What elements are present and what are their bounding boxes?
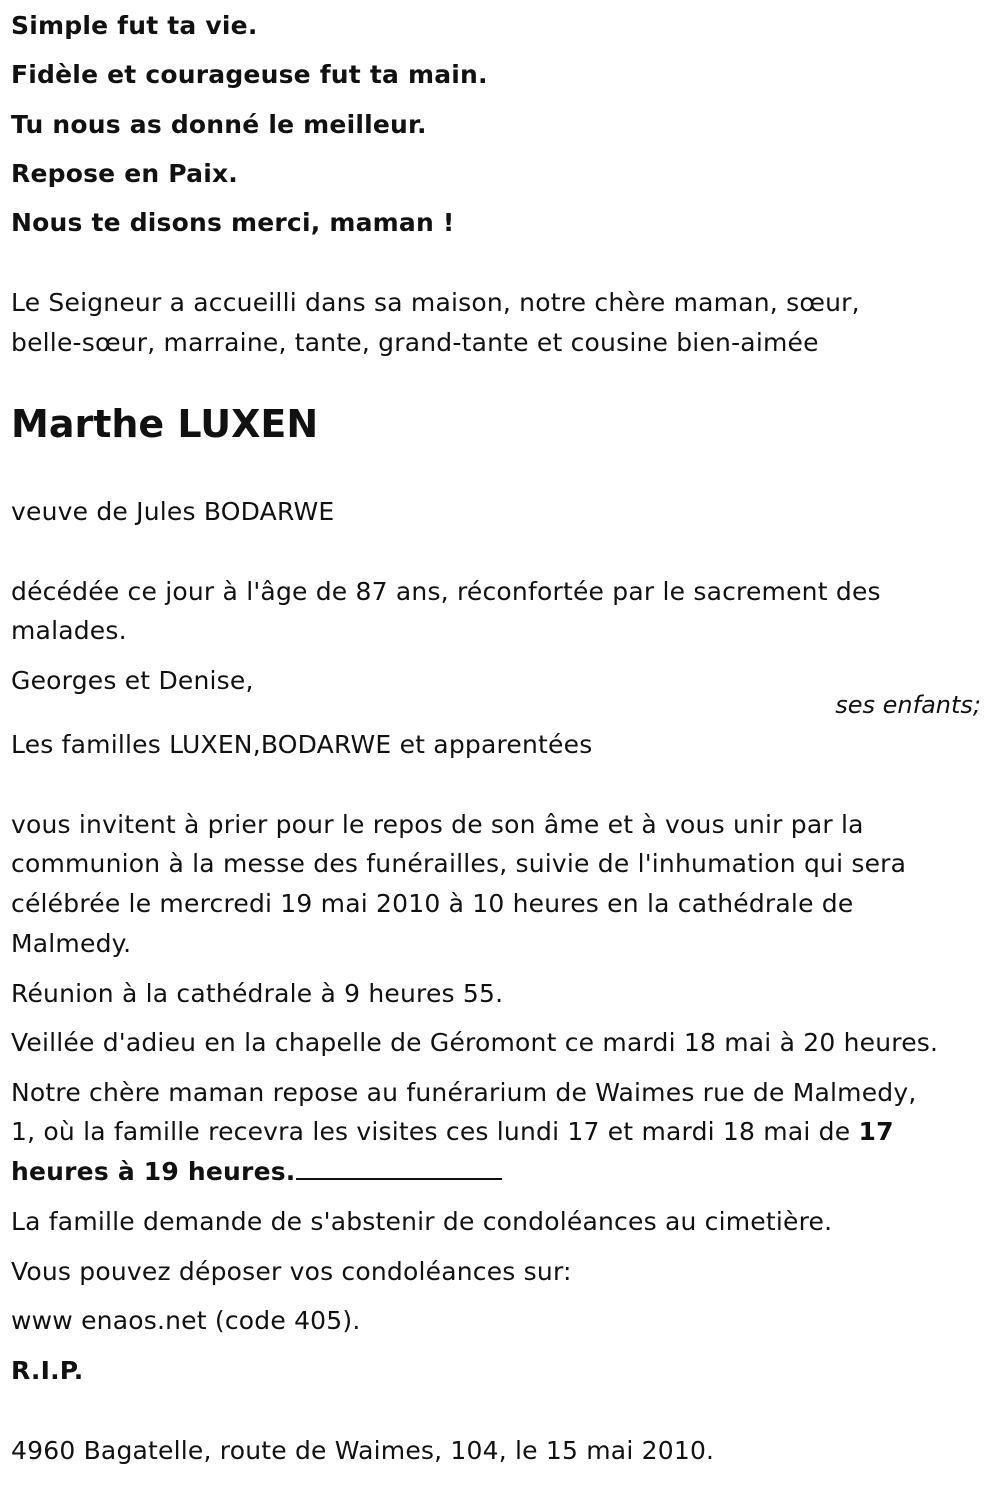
condolences-intro: Vous pouvez déposer vos condoléances sur: — [11, 1257, 572, 1286]
rip: R.I.P. — [11, 1356, 84, 1385]
death-line-1: décédée ce jour à l'âge de 87 ans, réconfortée par le sacrement des — [11, 577, 881, 606]
vigil-info: Veillée d'adieu en la chapelle de Géromont ce mardi 18 mai à 20 heures. — [11, 1028, 939, 1057]
poem-line-2: Fidèle et courageuse fut ta main. — [11, 60, 488, 89]
poem-line-3: Tu nous as donné le meilleur. — [11, 110, 427, 139]
funeral-home-line-2-text: 1, où la famille recevra les visites ces lundi 17 et mardi 18 mai de — [11, 1117, 859, 1146]
death-line-2: malades. — [11, 616, 127, 645]
intro-line-1: Le Seigneur a accueilli dans sa maison, notre chère maman, sœur, — [11, 288, 860, 317]
meeting-time: Réunion à la cathédrale à 9 heures 55. — [11, 979, 504, 1008]
poem-line-1: Simple fut ta vie. — [11, 11, 258, 40]
visit-start-hour: 17 — [858, 1117, 894, 1146]
poem-line-4: Repose en Paix. — [11, 159, 238, 188]
visit-hours: heures à 19 heures. — [11, 1157, 296, 1186]
invitation-line-4: Malmedy. — [11, 929, 132, 958]
invitation-line-1: vous invitent à prier pour le repos de son âme et à vous unir par la — [11, 810, 864, 839]
invitation-line-2: communion à la messe des funérailles, suivie de l'inhumation qui sera — [11, 849, 907, 878]
condolences-site: www enaos.net (code 405). — [11, 1306, 361, 1335]
cemetery-note: La famille demande de s'abstenir de condoléances au cimetière. — [11, 1207, 833, 1236]
families: Les familles LUXEN,BODARWE et apparentées — [11, 730, 593, 759]
intro-line-2: belle-sœur, marraine, tante, grand-tante et cousine bien-aimée — [11, 328, 819, 357]
funeral-home-line-3 — [11, 1152, 502, 1192]
funeral-home-line-1: Notre chère maman repose au funérarium de Waimes rue de Malmedy, — [11, 1078, 917, 1107]
children-label: ses enfants; — [835, 691, 981, 719]
poem-line-5: Nous te disons merci, maman ! — [11, 208, 455, 237]
funeral-home-line-2 — [11, 1112, 894, 1152]
widow-of: veuve de Jules BODARWE — [11, 497, 335, 526]
children-names: Georges et Denise, — [11, 666, 254, 695]
place-and-date: 4960 Bagatelle, route de Waimes, 104, le 15 mai 2010. — [11, 1436, 715, 1465]
invitation-line-3: célébrée le mercredi 19 mai 2010 à 10 heures en la cathédrale de — [11, 889, 854, 918]
deceased-name: Marthe LUXEN — [11, 402, 319, 446]
blank-underline — [296, 1152, 502, 1180]
